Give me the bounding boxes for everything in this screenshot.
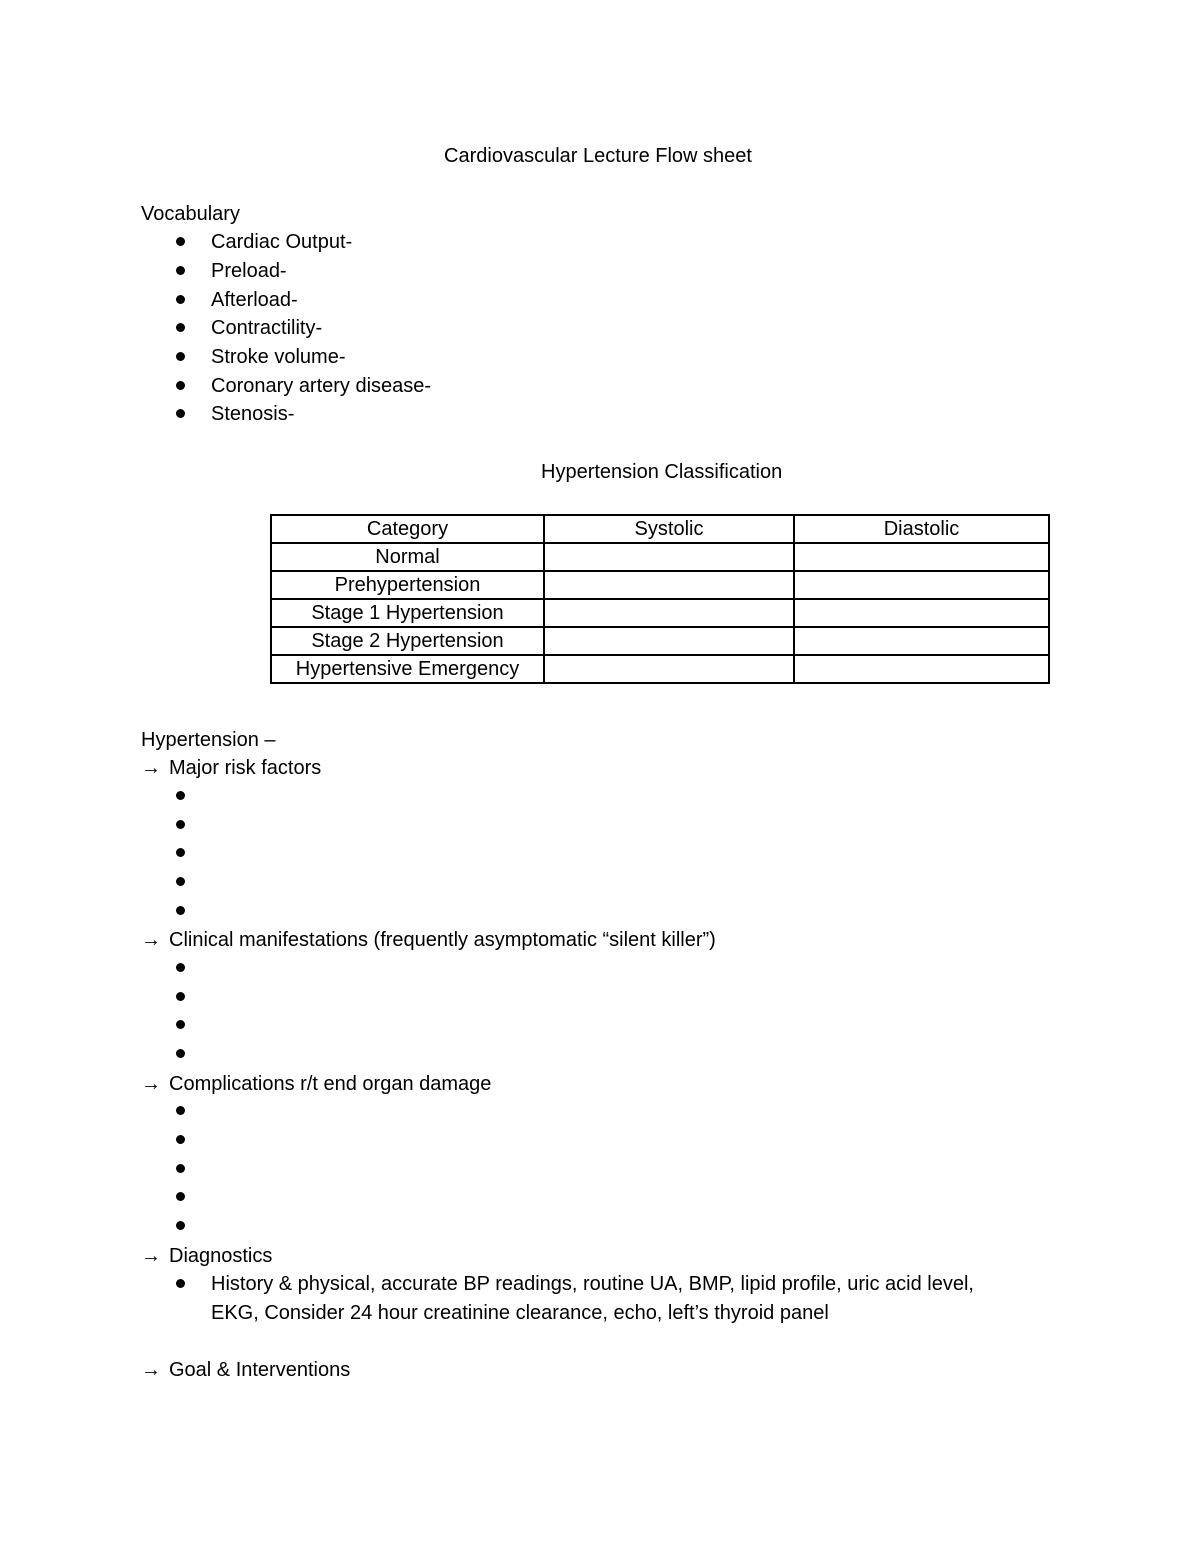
bullet-icon [176,848,185,857]
bullet-icon [176,1020,185,1029]
bullet-icon [176,1164,185,1173]
diagnostics-heading [141,1244,272,1268]
list-item: History & physical, accurate BP readings, routine UA, BMP, lipid profile, uric acid level, [211,1273,974,1295]
table-row [271,543,1049,571]
list-item: Coronary artery disease- [211,375,432,397]
column-header-systolic: Systolic [544,515,794,543]
bullet-icon [176,1106,185,1115]
manifestations-label: Clinical manifestations (frequently asymptomatic “silent killer”) [169,929,716,951]
diagnostics-label: Diagnostics [169,1245,273,1267]
table-cell-category: Normal [271,543,544,571]
bullet-icon [176,906,185,915]
bullet-icon [176,381,185,390]
bullet-icon [176,877,185,886]
table-cell-category: Hypertensive Emergency [271,655,544,683]
table-cell-diastolic [794,543,1049,571]
arrow-right-icon: → [141,757,161,779]
bullet-icon [176,1279,185,1288]
complications-heading [141,1072,491,1096]
arrow-right-icon: → [141,929,161,951]
list-item-continuation: EKG, Consider 24 hour creatinine clearance, echo, left’s thyroid panel [211,1302,829,1324]
bullet-icon [176,1135,185,1144]
column-header-category: Category [271,515,544,543]
bullet-icon [176,963,185,972]
bullet-icon [176,992,185,1001]
bullet-icon [176,266,185,275]
table-cell-category: Prehypertension [271,571,544,599]
bullet-icon [176,295,185,304]
hypertension-heading: Hypertension – [141,729,276,751]
table-header-row [271,515,1049,543]
list-item: Contractility- [211,317,323,339]
list-item: Stenosis- [211,403,295,425]
arrow-right-icon: → [141,1073,161,1095]
bullet-icon [176,1192,185,1201]
table-cell-systolic [544,599,794,627]
table-cell-systolic [544,571,794,599]
goals-heading [141,1358,350,1382]
list-item: Cardiac Output- [211,231,353,253]
manifestations-heading [141,928,716,952]
arrow-right-icon: → [141,1359,161,1381]
table-row [271,571,1049,599]
list-item: Stroke volume- [211,346,346,368]
classification-table [270,514,1050,684]
bullet-icon [176,1221,185,1230]
risk-factors-heading [141,756,321,780]
list-item: Afterload- [211,289,298,311]
bullet-icon [176,791,185,800]
bullet-icon [176,409,185,418]
arrow-right-icon: → [141,1245,161,1267]
bullet-icon [176,1049,185,1058]
table-row [271,599,1049,627]
column-header-diastolic: Diastolic [794,515,1049,543]
table-cell-systolic [544,627,794,655]
table-cell-diastolic [794,571,1049,599]
bullet-icon [176,323,185,332]
page-title: Cardiovascular Lecture Flow sheet [444,145,752,167]
list-item: Preload- [211,260,287,282]
risk-factors-label: Major risk factors [169,757,322,779]
table-cell-diastolic [794,627,1049,655]
table-cell-systolic [544,655,794,683]
table-cell-diastolic [794,655,1049,683]
table-cell-category: Stage 1 Hypertension [271,599,544,627]
table-cell-diastolic [794,599,1049,627]
table-row [271,627,1049,655]
bullet-icon [176,352,185,361]
table-row [271,655,1049,683]
table-cell-category: Stage 2 Hypertension [271,627,544,655]
table-cell-systolic [544,543,794,571]
classification-heading: Hypertension Classification [541,461,783,483]
bullet-icon [176,820,185,829]
vocabulary-heading: Vocabulary [141,203,240,225]
bullet-icon [176,237,185,246]
goals-label: Goal & Interventions [169,1359,351,1381]
complications-label: Complications r/t end organ damage [169,1073,492,1095]
